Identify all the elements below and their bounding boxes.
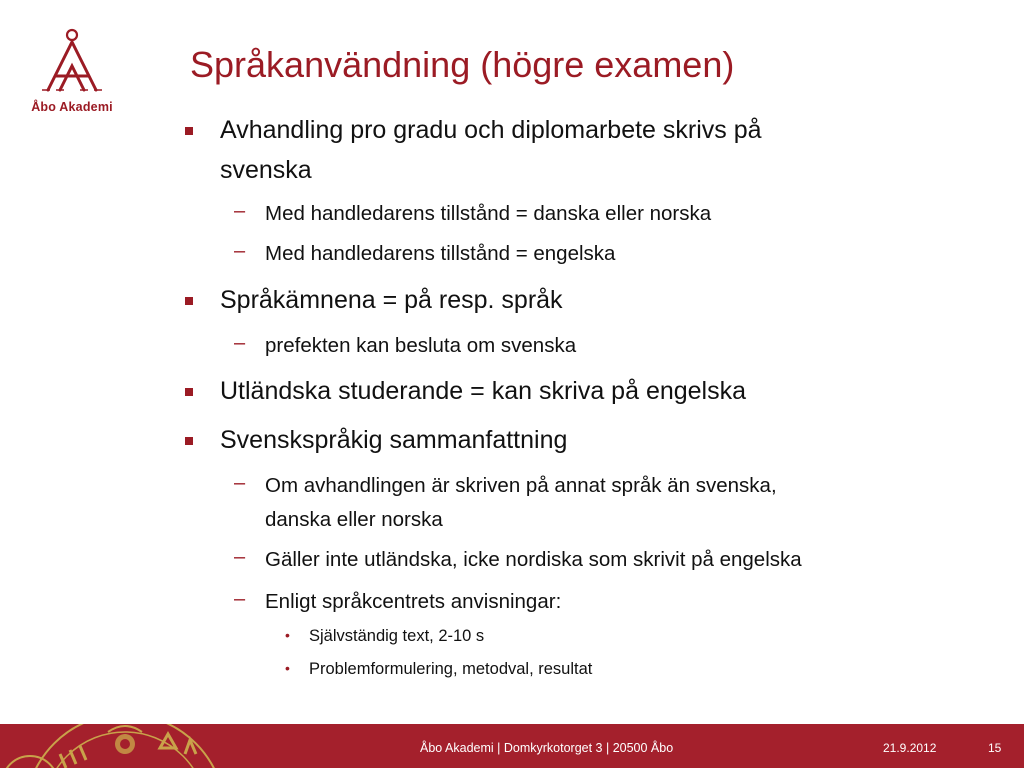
dash-bullet-icon: – (234, 546, 246, 568)
bullet-level2-text: Med handledarens tillstånd = engelska (265, 242, 616, 265)
bullet-level2-text: prefekten kan besluta om svenska (265, 334, 577, 357)
dash-bullet-icon: – (234, 240, 246, 262)
bullet-level1-text: Språkämnena = på resp. språk (220, 286, 563, 314)
bullet-level2-text: Med handledarens tillstånd = danska eller norska (265, 202, 712, 225)
logo-name: Åbo Akademi (31, 100, 113, 114)
dot-bullet-icon: • (285, 627, 290, 643)
dash-bullet-icon: – (234, 332, 246, 354)
footer-bar (0, 724, 1024, 768)
bullet-level3-text: Problemformulering, metodval, resultat (309, 660, 593, 678)
dash-bullet-icon: – (234, 472, 246, 494)
bullet-level1-text: Utländska studerande = kan skriva på engelska (220, 377, 747, 405)
square-bullet-icon (185, 437, 193, 445)
seal-emblem-icon (0, 724, 260, 768)
square-bullet-icon (185, 388, 193, 396)
dash-bullet-icon: – (234, 588, 246, 610)
dash-bullet-icon: – (234, 200, 246, 222)
square-bullet-icon (185, 297, 193, 305)
bullet-level2-text: Gäller inte utländska, icke nordiska som skrivit på engelska (265, 548, 802, 571)
page-number: 15 (988, 741, 1002, 755)
bullet-level2-text: Om avhandlingen är skriven på annat språk än svenska, (265, 474, 777, 497)
bullet-level2-text-continued: danska eller norska (265, 508, 443, 531)
bullet-level3-text: Självständig text, 2-10 s (309, 627, 485, 645)
footer-address: Åbo Akademi | Domkyrkotorget 3 | 20500 Åbo (420, 741, 674, 755)
square-bullet-icon (185, 127, 193, 135)
bullet-level1-text: Avhandling pro gradu och diplomarbete skrivs på (220, 116, 762, 144)
bullet-level2-text: Enligt språkcentrets anvisningar: (265, 590, 562, 613)
bullet-level1-text-continued: svenska (220, 156, 312, 184)
bullet-level1-text: Svenskspråkig sammanfattning (220, 426, 568, 454)
slide-title: Språkanvändning (högre examen) (190, 44, 735, 85)
dot-bullet-icon: • (285, 660, 290, 676)
footer-date: 21.9.2012 (883, 741, 937, 755)
